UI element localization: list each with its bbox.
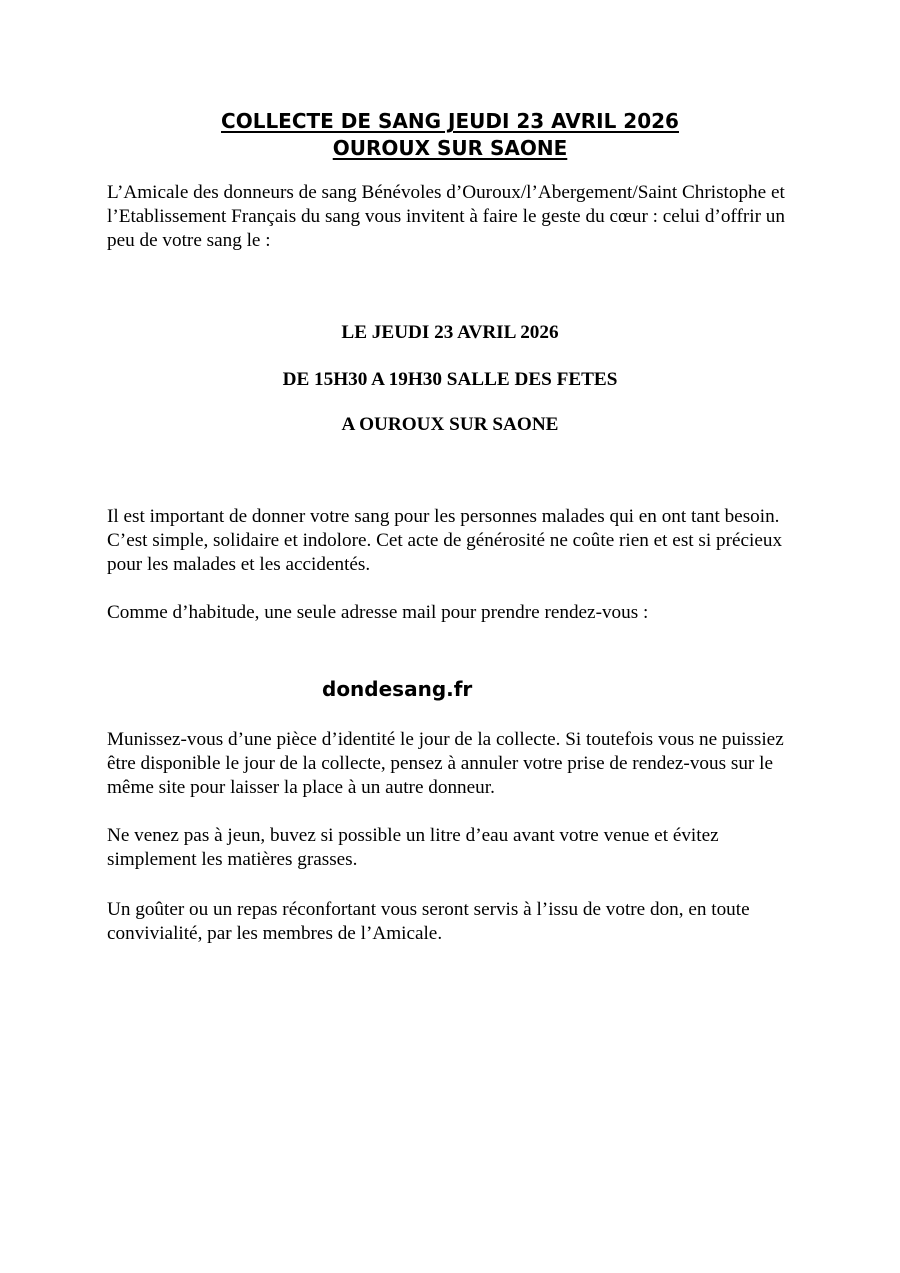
appointment-paragraph: Comme d’habitude, une seule adresse mail pour prendre rendez-vous :	[107, 602, 649, 623]
title-line-2: OUROUX SUR SAONE	[332, 136, 568, 160]
importance-paragraph: Il est important de donner votre sang pour les personnes malades qui en ont tant besoin. C’est simple, solidaire et indolore. Cet acte de générosité ne coûte rien et est si précieux pour les malades et les accidentés.	[107, 506, 783, 575]
event-date: LE JEUDI 23 AVRIL 2026	[341, 322, 559, 343]
event-time-place: DE 15H30 A 19H30 SALLE DES FETES	[282, 369, 618, 390]
website-link[interactable]: dondesang.fr	[322, 677, 473, 701]
identity-paragraph: Munissez-vous d’une pièce d’identité le jour de la collecte. Si toutefois vous ne puissiez être disponible le jour de la collecte, pensez à annuler votre prise de rendez-vous sur le même site pour laisser la place à un autre donneur.	[107, 729, 784, 798]
title-line-1: COLLECTE DE SANG JEUDI 23 AVRIL 2026	[221, 109, 679, 133]
intro-paragraph: L’Amicale des donneurs de sang Bénévoles d’Ouroux/l’Abergement/Saint Christophe et l’Etablissement Français du sang vous invitent à faire le geste du cœur : celui d’offrir un peu de votre sang le :	[107, 182, 785, 251]
page-subtitle	[0, 135, 900, 161]
page-title	[0, 108, 900, 134]
snack-paragraph: Un goûter ou un repas réconfortant vous seront servis à l’issu de votre don, en toute convivialité, par les membres de l’Amicale.	[107, 899, 750, 944]
fasting-paragraph: Ne venez pas à jeun, buvez si possible un litre d’eau avant votre venue et évitez simplement les matières grasses.	[107, 825, 719, 870]
event-town: A OUROUX SUR SAONE	[341, 414, 559, 435]
